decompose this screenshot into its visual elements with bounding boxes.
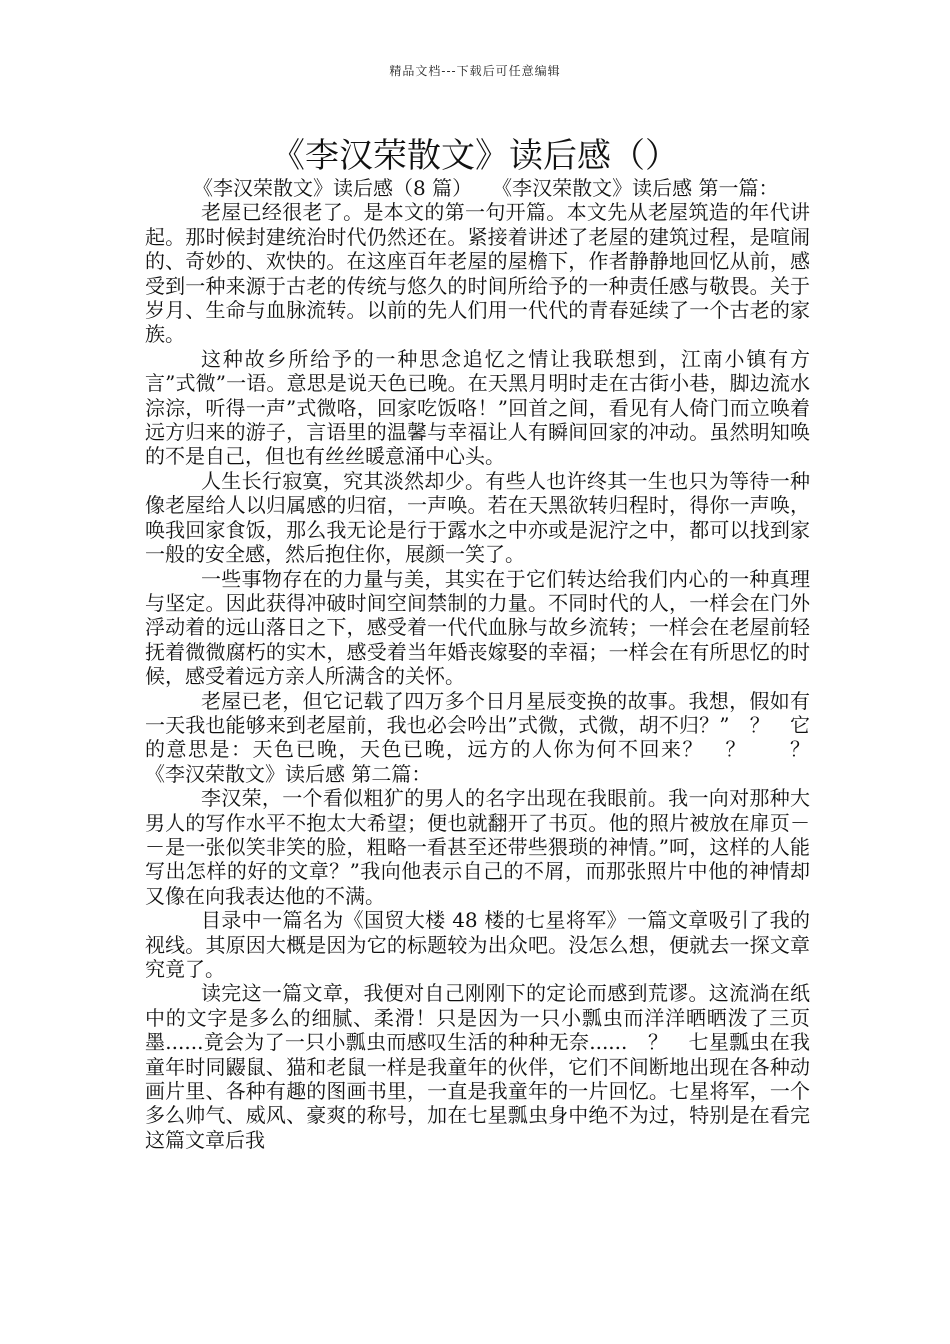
paragraph: 《李汉荣散文》读后感（8 篇） 《李汉荣散文》读后感 第一篇： — [193, 176, 779, 200]
paragraph: 老屋已经很老了。是本文的第一句开篇。本文先从老屋筑造的年代讲起。那时候封建统治时代仍然还在。紧接着讲述了老屋的建筑过程，是喧闹的、奇妙的、欢快的。在这座百年老屋的屋檐下，作者静静地回忆从前，感受到一种来源于古老的传统与悠久的时间所给予的一种责任感与敬畏。关于岁月、生命与血脉流转。以前的先人们用一代代的青春延续了一个古老的家族。 — [145, 200, 810, 347]
document-title: 《李汉荣散文》读后感（） — [271, 136, 679, 176]
paragraph: 读完这一篇文章，我便对自己刚刚下的定论而感到荒谬。这流淌在纸中的文字是多么的细腻、柔滑！只是因为一只小瓢虫而洋洋晒晒泼了三页墨......竟会为了一只小瓢虫而感叹生活的种种无奈...... ？ 七星瓢虫在我童年时同鼹鼠、猫和老鼠一样是我童年的伙伴，它们不间断地出现在各种动画片里、各种有趣的图画书里，一直是我童年的一片回忆。七星将军，一个多么帅气、威风、豪爽的称号，加在七星瓢虫身中绝不为过，特别是在看完这篇文章后我 — [145, 981, 810, 1152]
paragraph: 目录中一篇名为《国贸大楼 48 楼的七星将军》一篇文章吸引了我的视线。其原因大概是因为它的标题较为出众吧。没怎么想，便就去一探文章究竟了。 — [145, 908, 810, 981]
document-body — [145, 176, 830, 1152]
paragraph: 人生长行寂寞，究其淡然却少。有些人也许终其一生也只为等待一种像老屋给人以归属感的归宿，一声唤。若在天黑欲转归程时，得你一声唤，唤我回家食饭，那么我无论是行于露水之中亦或是泥泞之中，都可以找到家一般的安全感，然后抱住你，展颜一笑了。 — [145, 468, 810, 567]
paragraph: 这种故乡所给予的一种思念追忆之情让我联想到，江南小镇有方言”式微”一语。意思是说天色已晚。在天黑月明时走在古街小巷，脚边流水淙淙，听得一声”式微咯，回家吃饭咯！”回首之间，看见有人倚门而立唤着远方归来的游子，言语里的温馨与幸福让人有瞬间回家的冲动。虽然明知唤的不是自己，但也有丝丝暖意涌中心头。 — [145, 346, 810, 469]
page-header: 精品文档---下载后可任意编辑 — [389, 64, 561, 78]
paragraph: 李汉荣，一个看似粗犷的男人的名字出现在我眼前。我一向对那种大男人的写作水平不抱太大希望；便也就翻开了书页。他的照片被放在扉页－－是一张似笑非笑的脸，粗略一看甚至还带些猥琐的神情。”呵，这样的人能写出怎样的好的文章？”我向他表示自己的不屑，而那张照片中他的神情却又像在向我表达他的不满。 — [145, 786, 810, 908]
paragraph: 老屋已老，但它记载了四万多个日月星辰变换的故事。我想，假如有一天我也能够来到老屋前，我也必会吟出”式微，式微，胡不归？” ？ 它的意思是：天色已晚，天色已晚，远方的人你为何不回来？ ？ ？ 《李汉荣散文》读后感 第二篇： — [145, 688, 830, 786]
paragraph: 一些事物存在的力量与美，其实在于它们转达给我们内心的一种真理与坚定。因此获得冲破时间空间禁制的力量。不同时代的人，一样会在门外浮动着的远山落日之下，感受着一代代血脉与故乡流转；一样会在老屋前轻抚着微微腐朽的实木，感受着当年婚丧嫁娶的幸福；一样会在有所思忆的时候，感受着远方亲人所满含的关怀。 — [145, 566, 810, 689]
